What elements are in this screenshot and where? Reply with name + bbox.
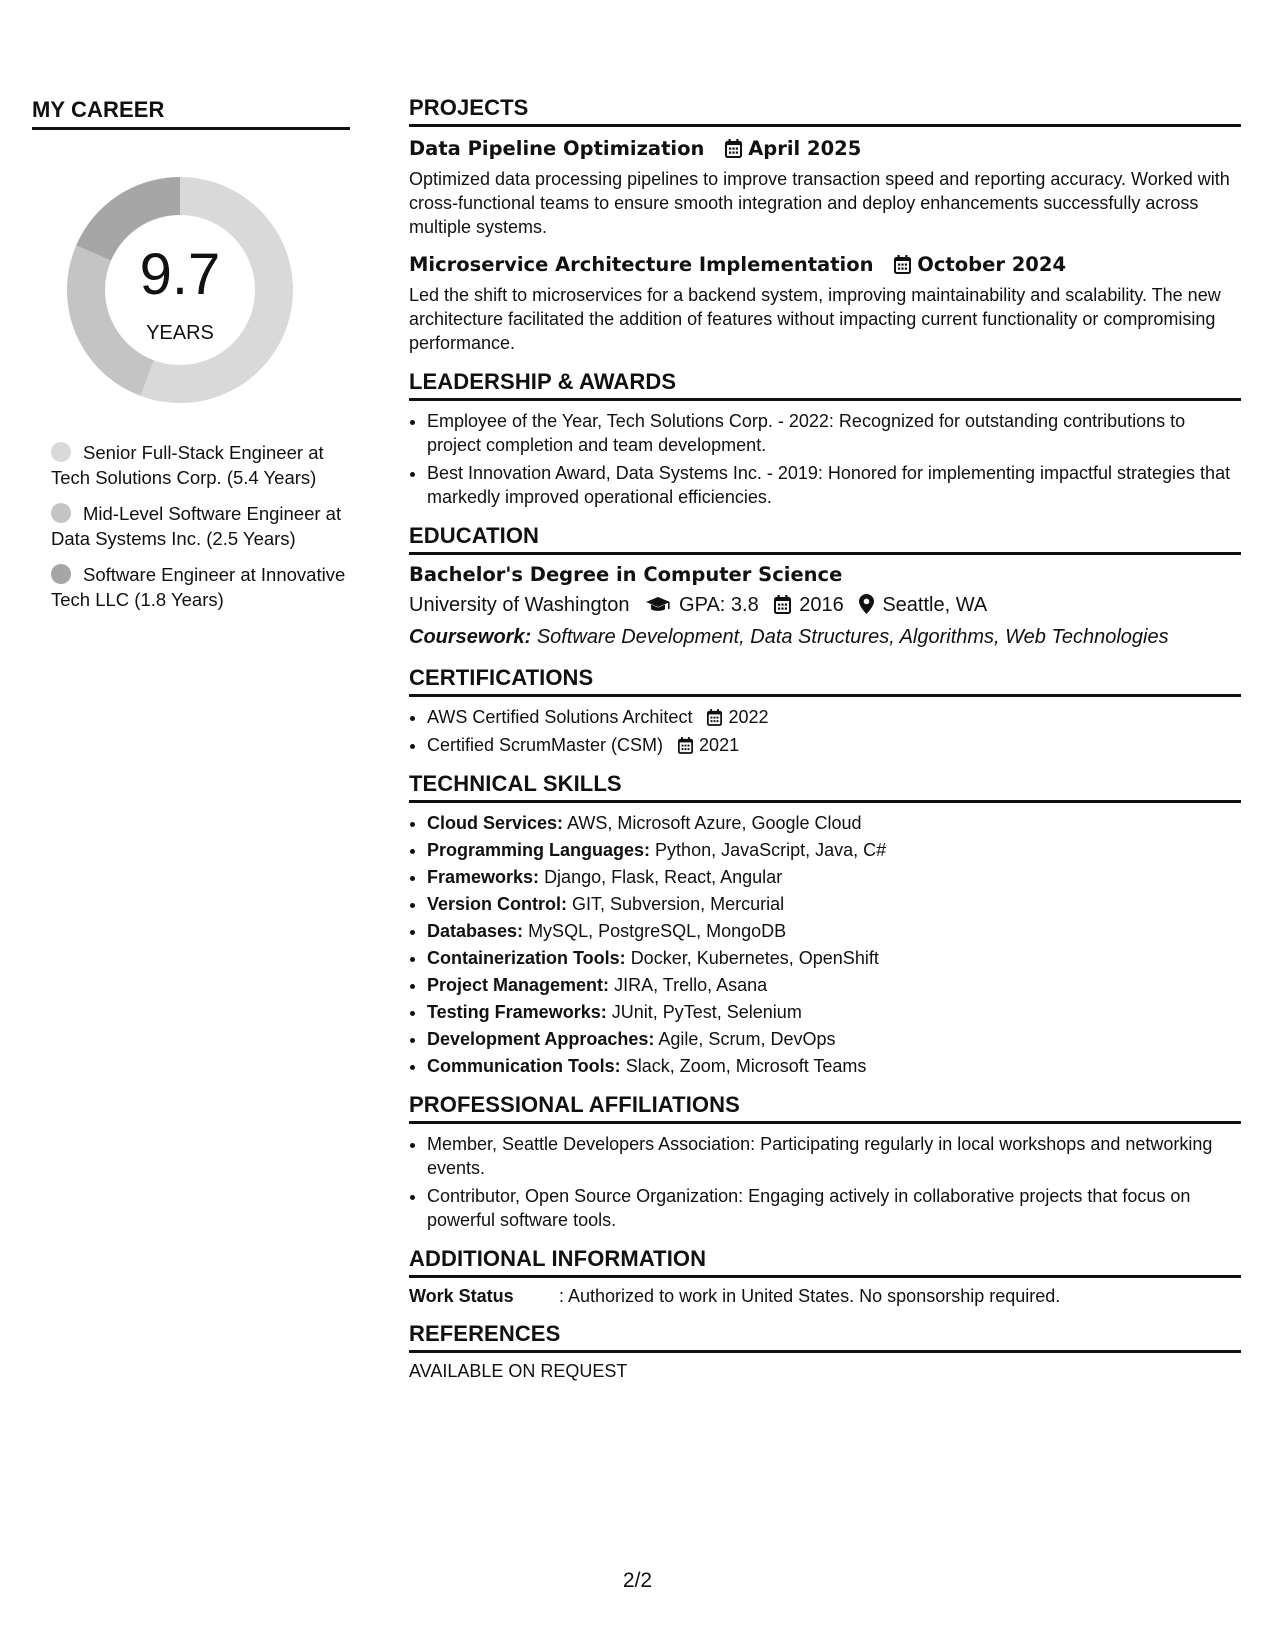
project-date: April 2025 xyxy=(748,137,862,160)
list-item: • Member, Seattle Developers Association: Participating regularly in local workshops and networking events. xyxy=(427,1132,1241,1180)
project-name: Data Pipeline Optimization xyxy=(409,137,705,160)
skills-title: TECHNICAL SKILLS xyxy=(409,771,1241,803)
education-title: EDUCATION xyxy=(409,523,1241,555)
certifications-title: CERTIFICATIONS xyxy=(409,665,1241,697)
work-status-label: Work Status xyxy=(409,1286,514,1306)
skill-item: • Databases: MySQL, PostgreSQL, MongoDB xyxy=(427,919,1241,943)
calendar-icon xyxy=(774,595,791,614)
career-legend-item: Senior Full-Stack Engineer at Tech Solutions Corp. (5.4 Years) xyxy=(51,442,324,488)
total-years-value: 9.7 xyxy=(139,242,221,307)
affiliations-title: PROFESSIONAL AFFILIATIONS xyxy=(409,1092,1241,1124)
affiliations-list xyxy=(409,1132,1241,1232)
career-column xyxy=(32,97,350,623)
projects-title: PROJECTS xyxy=(409,95,1241,127)
leadership-title: LEADERSHIP & AWARDS xyxy=(409,369,1241,401)
project-heading xyxy=(409,137,1241,160)
skill-item: • Containerization Tools: Docker, Kubernetes, OpenShift xyxy=(427,946,1241,970)
graduation-year: 2016 xyxy=(799,594,844,616)
calendar-icon xyxy=(894,255,911,274)
calendar-icon xyxy=(725,139,742,158)
skill-item: • Version Control: GIT, Subversion, Mercurial xyxy=(427,892,1241,916)
skill-item: • Development Approaches: Agile, Scrum, DevOps xyxy=(427,1027,1241,1051)
career-title: MY CAREER xyxy=(32,97,350,130)
skill-item: • Frameworks: Django, Flask, React, Angular xyxy=(427,865,1241,889)
project-description: Led the shift to microservices for a backend system, improving maintainability and scalability. The new architecture facilitated the addition of features without impacting current functionality or compromising performance. xyxy=(409,285,1221,353)
calendar-icon xyxy=(678,737,693,754)
project-description: Optimized data processing pipelines to improve transaction speed and reporting accuracy. Worked with cross-functional teams to ensure smooth integration and deploy enhancements successfully across multiple systems. xyxy=(409,169,1230,237)
career-legend-item: Software Engineer at Innovative Tech LLC (1.8 Years) xyxy=(51,564,346,610)
work-status-value: : Authorized to work in United States. No sponsorship required. xyxy=(559,1286,1061,1306)
coursework: Coursework: Software Development, Data Structures, Algorithms, Web Technologies xyxy=(409,626,1169,648)
references-text: AVAILABLE ON REQUEST xyxy=(409,1361,628,1381)
career-donut-chart xyxy=(64,174,296,406)
legend-dot xyxy=(51,564,71,584)
work-status-row xyxy=(409,1286,1241,1307)
list-item: • Employee of the Year, Tech Solutions Corp. - 2022: Recognized for outstanding contributions to project completion and team development. xyxy=(427,409,1241,457)
gpa: GPA: 3.8 xyxy=(679,594,759,616)
graduation-cap-icon xyxy=(645,596,671,614)
skill-item: • Programming Languages: Python, JavaScript, Java, C# xyxy=(427,838,1241,862)
skill-item: • Project Management: JIRA, Trello, Asana xyxy=(427,973,1241,997)
total-years-label: YEARS xyxy=(146,322,214,344)
list-item: • Certified ScrumMaster (CSM) 2021 xyxy=(427,733,1241,757)
main-column xyxy=(409,95,1241,1382)
skill-item: • Communication Tools: Slack, Zoom, Microsoft Teams xyxy=(427,1054,1241,1078)
project-name: Microservice Architecture Implementation xyxy=(409,253,874,276)
skills-list xyxy=(409,811,1241,1078)
location: Seattle, WA xyxy=(882,594,988,616)
references-title: REFERENCES xyxy=(409,1321,1241,1353)
skill-item: • Cloud Services: AWS, Microsoft Azure, Google Cloud xyxy=(427,811,1241,835)
skill-item: • Testing Frameworks: JUnit, PyTest, Selenium xyxy=(427,1000,1241,1024)
certifications-list xyxy=(409,705,1241,757)
school-name: University of Washington xyxy=(409,594,630,616)
list-item: • Best Innovation Award, Data Systems Inc. - 2019: Honored for implementing impactful strategies that markedly improved operational efficiencies. xyxy=(427,461,1241,509)
project-date: October 2024 xyxy=(917,253,1067,276)
additional-title: ADDITIONAL INFORMATION xyxy=(409,1246,1241,1278)
legend-dot xyxy=(51,503,71,523)
career-legend xyxy=(32,440,350,612)
project-heading xyxy=(409,253,1241,276)
location-pin-icon xyxy=(859,594,874,614)
calendar-icon xyxy=(707,709,722,726)
page-number: 2/2 xyxy=(622,1569,653,1592)
education-details xyxy=(409,590,1241,620)
legend-dot xyxy=(51,442,71,462)
leadership-list xyxy=(409,409,1241,509)
list-item: • AWS Certified Solutions Architect 2022 xyxy=(427,705,1241,729)
career-legend-item: Mid-Level Software Engineer at Data Systems Inc. (2.5 Years) xyxy=(51,503,342,549)
list-item: • Contributor, Open Source Organization: Engaging actively in collaborative projects that focus on powerful software tools. xyxy=(427,1184,1241,1232)
degree-name: Bachelor's Degree in Computer Science xyxy=(409,563,843,586)
